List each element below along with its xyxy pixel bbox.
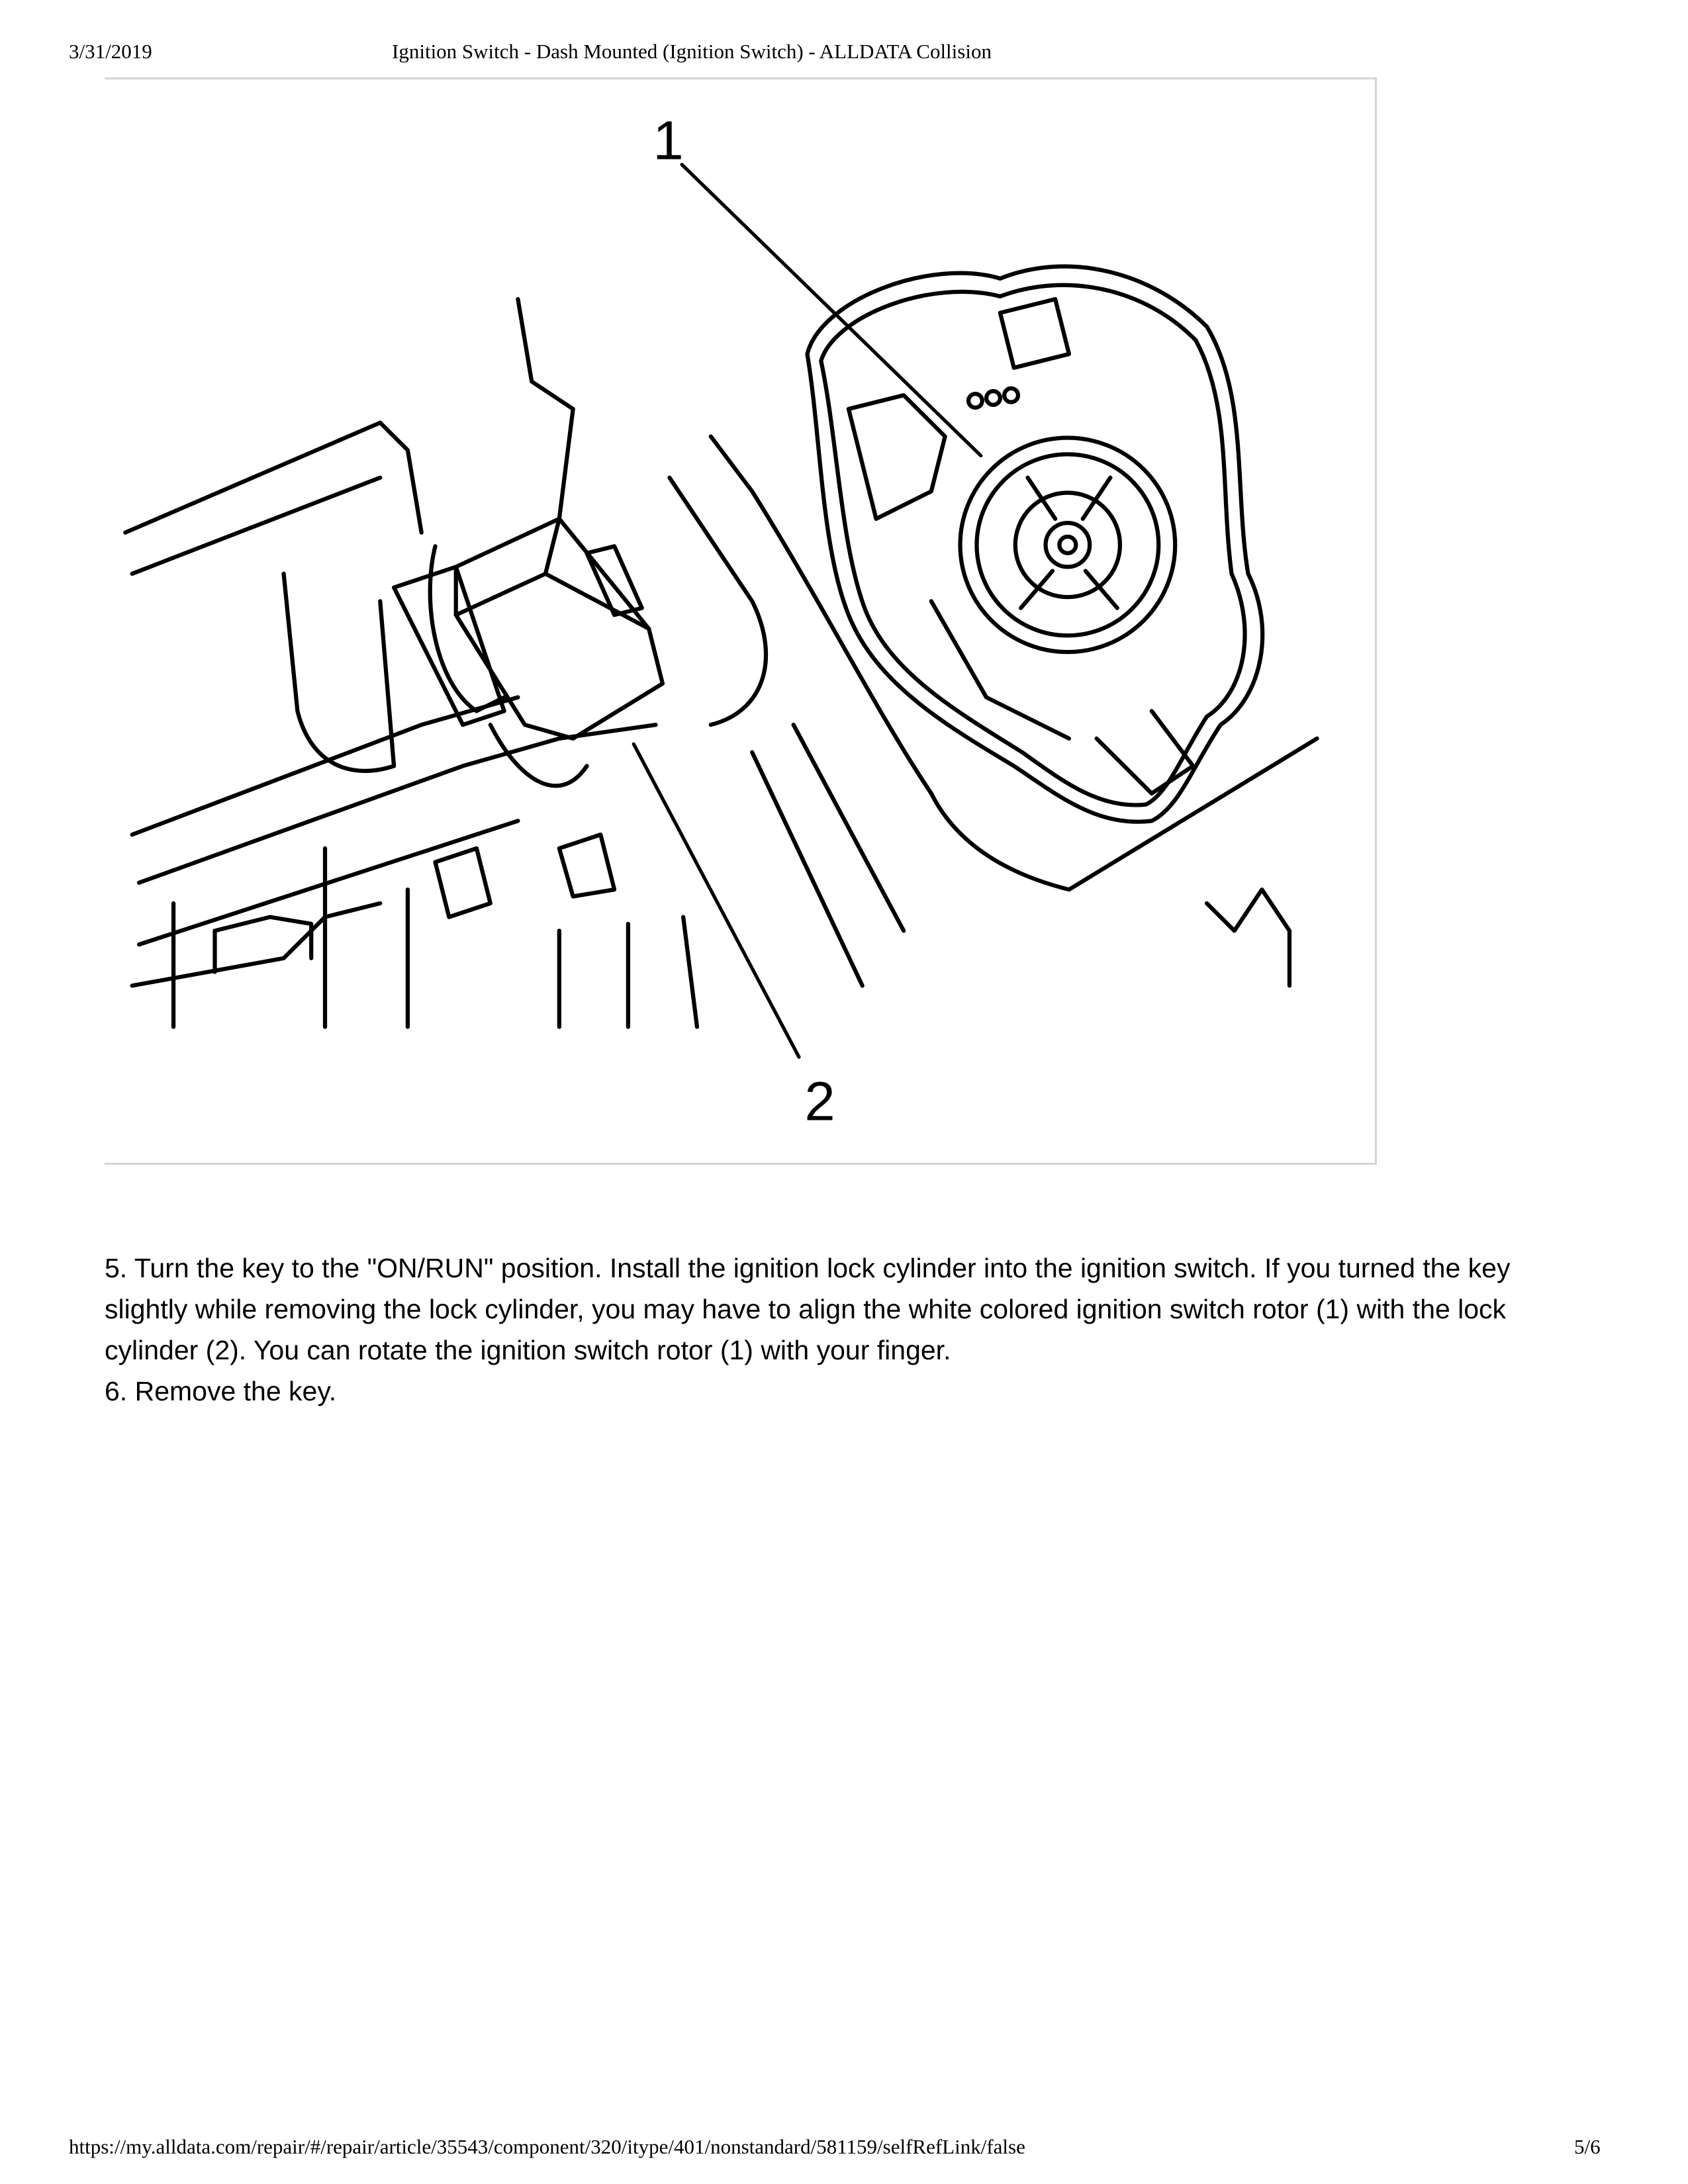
ignition-switch-rotor: [961, 438, 1176, 653]
page-title: Ignition Switch - Dash Mounted (Ignition Switch) - ALLDATA Collision: [392, 40, 992, 63]
page-url: https://my.alldata.com/repair/#/repair/article/35543/component/320/itype/401/nonstandard/581159/selfRefLink/false: [69, 2135, 1025, 2158]
ignition-switch-diagram: [105, 77, 1377, 1165]
callout-2: [633, 744, 835, 1132]
callout-1: [653, 109, 980, 455]
svg-text:2: 2: [804, 1070, 835, 1132]
step-5: 5. Turn the key to the "ON/RUN" position. Install the ignition lock cylinder into the ignition switch. If you turned the key slightly while removing the lock cylinder, you may have to align the white colored ignition switch rotor (1) with the lock cylinder (2). You can rotate the ignition switch rotor (1) with your finger.: [105, 1253, 1511, 1365]
step-6: 6. Remove the key.: [105, 1376, 337, 1406]
ignition-switch-housing: [807, 267, 1262, 822]
svg-text:1: 1: [653, 109, 684, 171]
steering-column: [125, 299, 1317, 1027]
print-date: 3/31/2019: [69, 40, 152, 63]
procedure-steps: [105, 1248, 1601, 1412]
page-number: 5/6: [1574, 2135, 1601, 2158]
